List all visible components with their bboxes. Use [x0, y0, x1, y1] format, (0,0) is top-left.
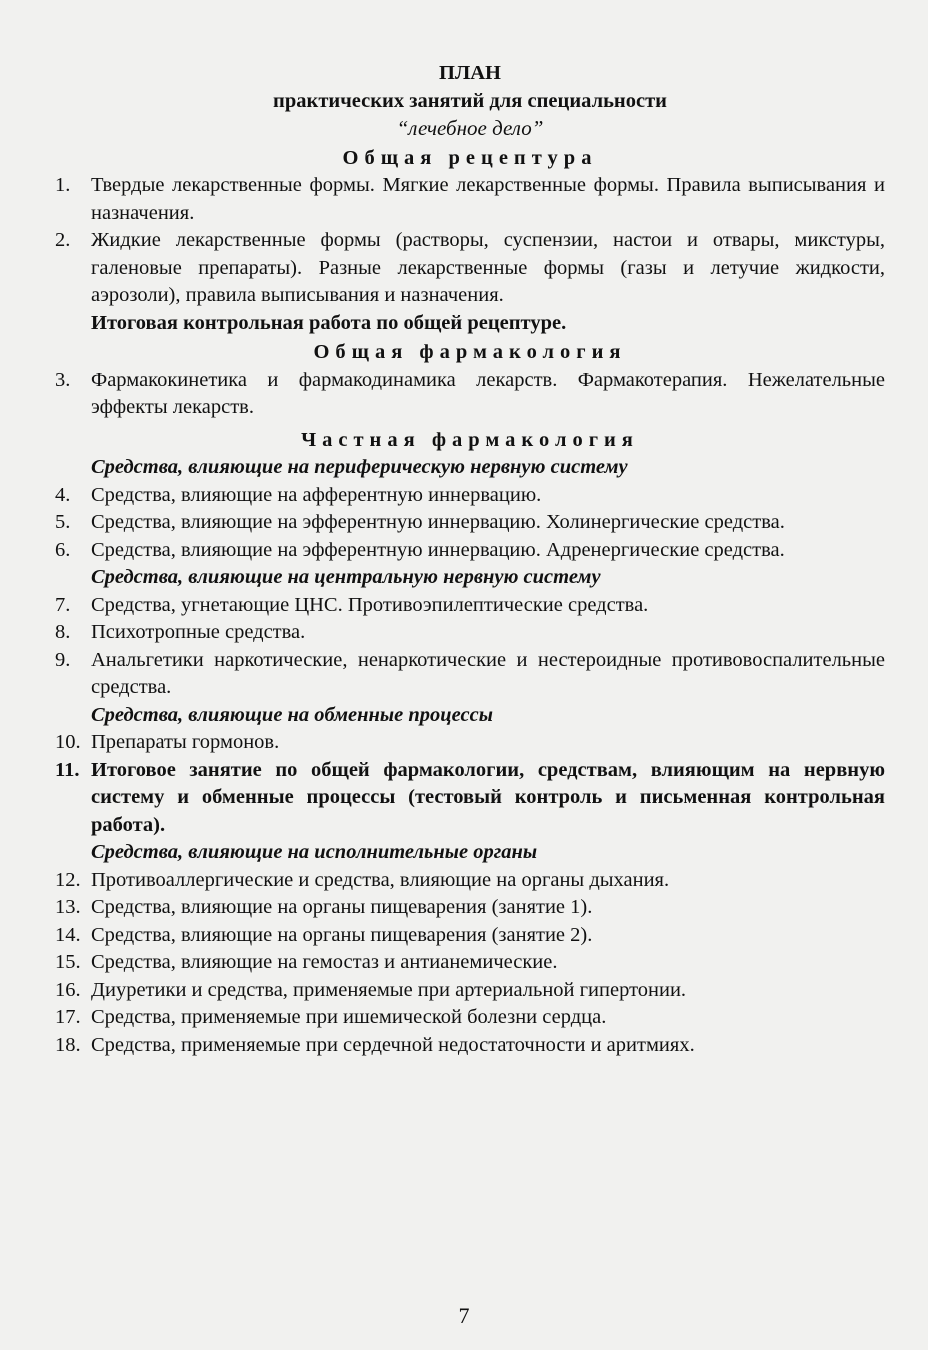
- subsection-metabolic: Средства, влияющие на обменные процессы: [91, 703, 493, 726]
- item-text: Средства, влияющие на органы пищеварения (занятие 2).: [91, 923, 593, 946]
- list-item: [55, 757, 885, 840]
- item-text: Анальгетики наркотические, ненаркотические и нестероидные противовоспалительные средства.: [91, 648, 885, 698]
- list-item: [55, 894, 885, 922]
- item-text: Диуретики и средства, применяемые при артериальной гипертонии.: [91, 978, 687, 1001]
- item-text: Психотропные средства.: [91, 621, 306, 643]
- subsection-executive: Средства, влияющие на исполнительные органы: [91, 841, 538, 863]
- specialty-name: “лечебное дело”: [396, 116, 544, 140]
- final-test-note: Итоговая контрольная работа по общей рецептуре.: [91, 311, 567, 334]
- item-number: 2.: [55, 229, 71, 251]
- list-item: [55, 509, 885, 537]
- list-item: [55, 729, 885, 757]
- item-number: 12.: [55, 868, 81, 891]
- section-title-special-pharm: Частная фармакология: [301, 428, 639, 451]
- item-text: Противоаллергические и средства, влияющие на органы дыхания.: [91, 868, 670, 891]
- item-number: 14.: [55, 923, 81, 946]
- item-number: 16.: [55, 978, 81, 1001]
- item-number: 15.: [55, 951, 81, 973]
- list-item: [55, 367, 885, 422]
- list-item: [55, 867, 885, 895]
- item-number: 10.: [55, 731, 81, 753]
- item-text: Средства, влияющие на гемостаз и антианемические.: [91, 951, 558, 973]
- item-text: Жидкие лекарственные формы (растворы, суспензии, настои и отвары, микстуры, галеновые препараты). Разные лекарственные формы (газы и летучие жидкости, аэрозоли), правила выписывания и назначения.: [91, 229, 885, 306]
- section-title-general-recipe: Общая рецептура: [342, 146, 598, 169]
- item-text: Твердые лекарственные формы. Мягкие лекарственные формы. Правила выписывания и назначения.: [91, 174, 885, 224]
- subsection-central: Средства, влияющие на центральную нервную систему: [91, 566, 601, 588]
- item-text: Средства, применяемые при сердечной недостаточности и аритмиях.: [91, 1033, 695, 1056]
- item-number: 17.: [55, 1006, 81, 1028]
- list-item: [55, 1032, 885, 1060]
- item-text: Итоговое занятие по общей фармакологии, средствам, влияющим на нервную систему и обменные процессы (тестовый контроль и письменная контрольная работа).: [91, 758, 885, 836]
- item-number: 13.: [55, 896, 81, 918]
- item-text: Средства, влияющие на афферентную иннервацию.: [91, 483, 542, 506]
- item-text: Средства, применяемые при ишемической болезни сердца.: [91, 1006, 607, 1028]
- list-item: [55, 537, 885, 565]
- list-item: [55, 482, 885, 510]
- item-number: 1.: [55, 174, 71, 196]
- item-number: 6.: [55, 538, 71, 561]
- item-text: Фармакокинетика и фармакодинамика лекарств. Фармакотерапия. Нежелательные эффекты лекарств.: [91, 368, 885, 418]
- item-text: Средства, влияющие на эфферентную иннервацию. Холинергические средства.: [91, 511, 785, 533]
- list-item: [55, 619, 885, 647]
- item-text: Средства, угнетающие ЦНС. Противоэпилептические средства.: [91, 593, 649, 616]
- item-number: 8.: [55, 621, 71, 643]
- plan-subtitle: практических занятий для специальности: [273, 89, 667, 112]
- item-number: 18.: [55, 1033, 81, 1056]
- item-number: 11.: [55, 758, 80, 781]
- item-number: 5.: [55, 511, 71, 533]
- item-text: Средства, влияющие на органы пищеварения (занятие 1).: [91, 896, 593, 918]
- list-item: [55, 977, 885, 1005]
- item-text: Препараты гормонов.: [91, 731, 280, 753]
- subsection-peripheral: Средства, влияющие на периферическую нервную систему: [91, 456, 628, 478]
- list-item: [55, 592, 885, 620]
- list-item: [55, 949, 885, 977]
- list-item: [55, 922, 885, 950]
- section-title-general-pharm: Общая фармакология: [313, 341, 627, 363]
- list-item: [55, 172, 885, 227]
- plan-title: ПЛАН: [439, 62, 501, 84]
- item-number: 9.: [55, 648, 71, 671]
- item-number: 3.: [55, 368, 71, 391]
- item-number: 7.: [55, 593, 71, 616]
- list-item: [55, 1004, 885, 1032]
- item-number: 4.: [55, 483, 71, 506]
- page-number: 7: [458, 1303, 470, 1328]
- item-text: Средства, влияющие на эфферентную иннервацию. Адренергические средства.: [91, 538, 785, 561]
- document-page: [55, 60, 885, 1059]
- list-item: [55, 227, 885, 310]
- list-item: [55, 647, 885, 702]
